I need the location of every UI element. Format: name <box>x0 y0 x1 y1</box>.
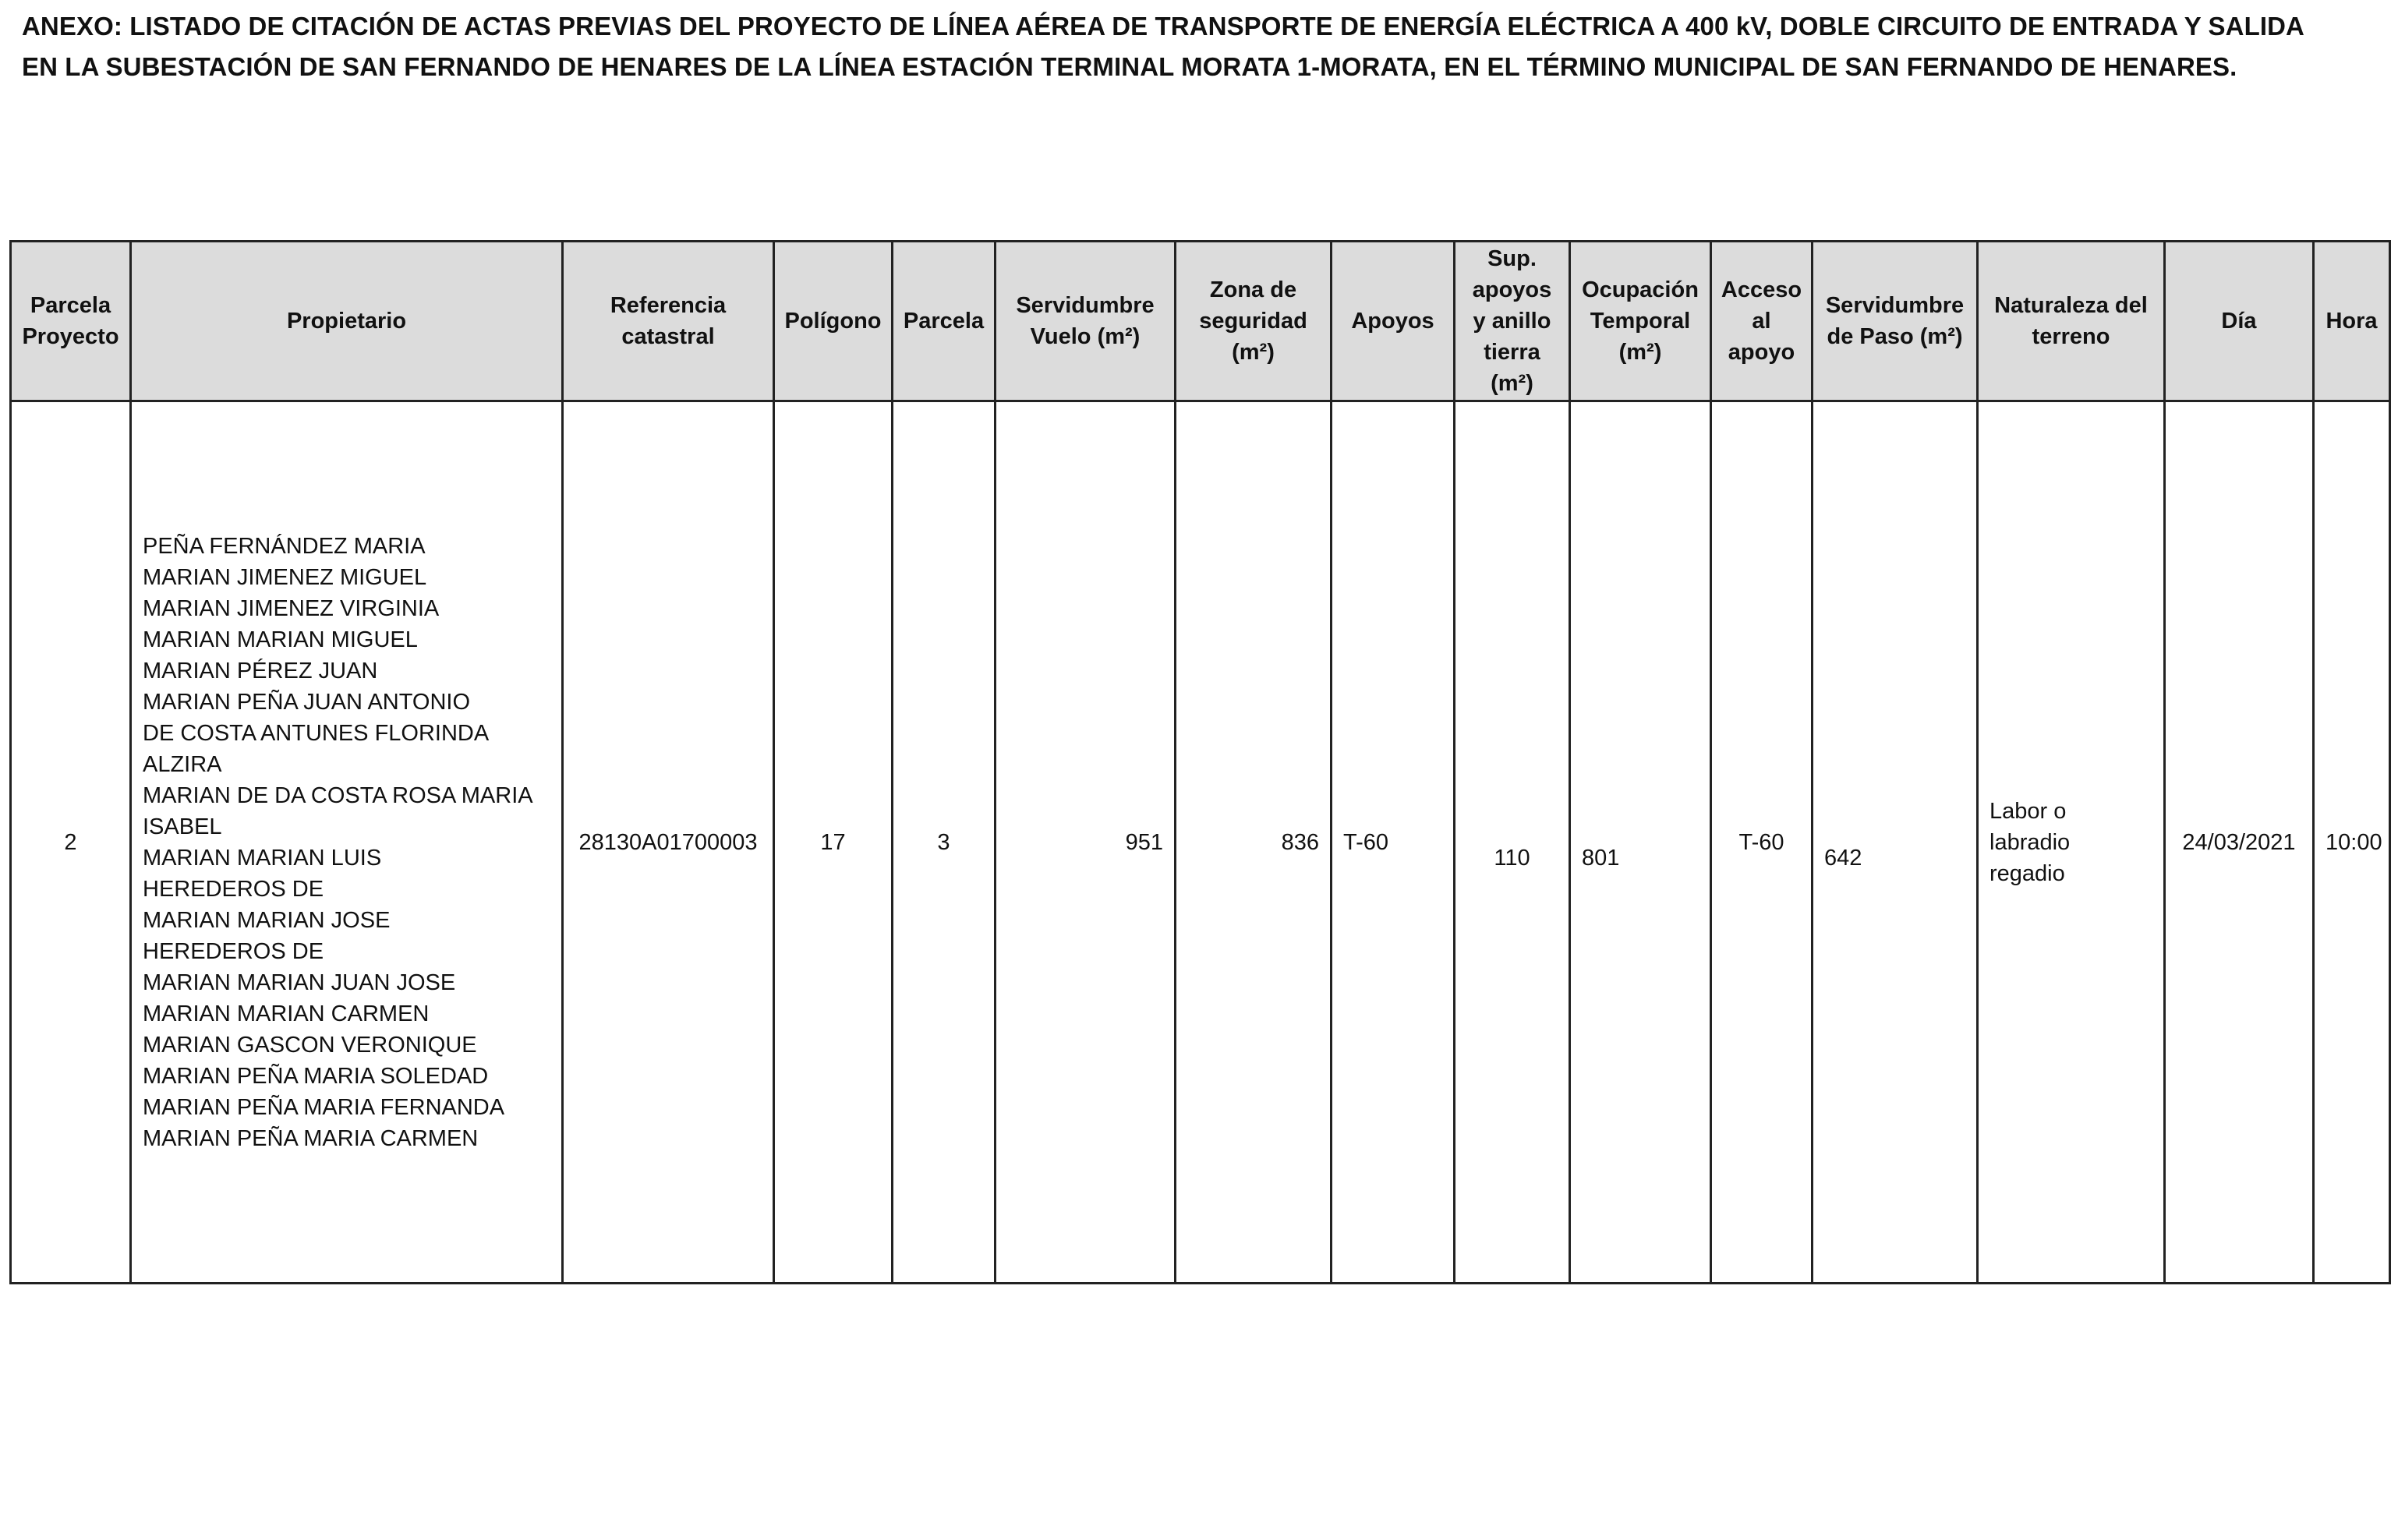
header-poligono <box>774 242 893 401</box>
cell-referencia-catastral: 28130A01700003 <box>563 401 774 1284</box>
cell-servidumbre-vuelo: 951 <box>996 401 1176 1284</box>
text-line: catastral <box>621 324 715 349</box>
text-line: MARIAN PEÑA MARIA SOLEDAD <box>143 1063 489 1089</box>
text-line: HEREDEROS DE <box>143 938 324 964</box>
text-line: Acceso <box>1721 277 1802 302</box>
text-line: seguridad <box>1199 309 1307 334</box>
text-line: apoyos <box>1472 277 1552 302</box>
text-line: Labor o <box>1989 798 2067 824</box>
text-line: Proyecto <box>22 324 119 349</box>
text-line: Referencia <box>610 293 727 318</box>
text-line: MARIAN PEÑA MARIA FERNANDA <box>143 1094 505 1120</box>
cell-zona-seguridad: 836 <box>1176 401 1332 1284</box>
text-line: MARIAN DE DA COSTA ROSA MARIA <box>143 782 533 808</box>
text-line: Polígono <box>784 309 882 334</box>
text-line: apoyo <box>1728 340 1795 365</box>
text-line: Servidumbre <box>1825 293 1965 318</box>
header-acceso-apoyo <box>1711 242 1813 401</box>
cell-naturaleza-terreno <box>1978 401 2165 1284</box>
header-zona-seguridad <box>1176 242 1332 401</box>
cell-dia: 24/03/2021 <box>2165 401 2314 1284</box>
header-propietario <box>131 242 563 401</box>
text-line: DE COSTA ANTUNES FLORINDA <box>143 720 490 746</box>
cell-ocupacion-temporal: 801 <box>1570 401 1711 1284</box>
cell-parcela-proyecto: 2 <box>11 401 131 1284</box>
cell-apoyos: T-60 <box>1332 401 1455 1284</box>
text-line: (m²) <box>1618 340 1662 365</box>
cell-servidumbre-paso: 642 <box>1813 401 1978 1284</box>
text-line: de Paso (m²) <box>1827 324 1963 349</box>
table-row <box>11 401 2390 1284</box>
annex-table <box>9 240 2391 1284</box>
header-dia <box>2165 242 2314 401</box>
cell-propietarios <box>131 401 563 1284</box>
header-parcela-proyecto <box>11 242 131 401</box>
text-line: Hora <box>2325 309 2378 334</box>
text-line: Zona de <box>1209 277 1297 302</box>
text-line: Servidumbre <box>1016 293 1155 318</box>
text-line: MARIAN MARIAN MIGUEL <box>143 627 418 652</box>
text-line: terreno <box>2032 324 2110 349</box>
text-line: regadio <box>1989 860 2065 886</box>
text-line: MARIAN MARIAN CARMEN <box>143 1001 430 1026</box>
text-line: HEREDEROS DE <box>143 876 324 902</box>
text-line: Sup. <box>1487 246 1537 271</box>
header-sup-apoyos <box>1455 242 1570 401</box>
header-ocupacion-temporal <box>1570 242 1711 401</box>
text-line: MARIAN JIMENEZ MIGUEL <box>143 564 427 590</box>
header-servidumbre-paso <box>1813 242 1978 401</box>
document-title: ANEXO: LISTADO DE CITACIÓN DE ACTAS PREVIAS DEL PROYECTO DE LÍNEA AÉREA DE TRANSPORTE DE ENERGÍA ELÉCTRICA A 400 kV, DOBLE CIRCUITO DE ENTRADA Y SALIDA EN LA SUBESTACIÓN DE SAN FERNANDO DE HENARES DE LA LÍNEA ESTACIÓN TERMINAL MORATA 1-MORATA, EN EL TÉRMINO MUNICIPAL DE SAN FERNANDO DE HENARES. <box>22 12 2304 81</box>
cell-hora: 10:00 <box>2314 401 2390 1284</box>
text-line: Vuelo (m²) <box>1030 324 1141 349</box>
text-line: Apoyos <box>1351 309 1434 334</box>
text-line: tierra <box>1484 340 1540 365</box>
text-line: labradio <box>1989 829 2071 855</box>
text-line: ISABEL <box>143 814 222 839</box>
text-line: (m²) <box>1232 340 1275 365</box>
text-line: PEÑA FERNÁNDEZ MARIA <box>143 533 426 559</box>
text-line: Naturaleza del <box>1994 293 2148 318</box>
header-parcela <box>893 242 996 401</box>
header-row <box>11 242 2390 401</box>
text-line: y anillo <box>1473 309 1551 334</box>
cell-acceso-apoyo: T-60 <box>1711 401 1813 1284</box>
text-line: MARIAN PÉREZ JUAN <box>143 658 378 683</box>
cell-poligono: 17 <box>774 401 893 1284</box>
text-line: MARIAN GASCON VERONIQUE <box>143 1032 477 1058</box>
header-servidumbre-vuelo <box>996 242 1176 401</box>
text-line: Parcela <box>30 293 111 318</box>
text-line: Día <box>2221 309 2257 334</box>
text-line: MARIAN PEÑA JUAN ANTONIO <box>143 689 471 715</box>
text-line: Parcela <box>903 309 985 334</box>
text-line: Propietario <box>286 309 407 334</box>
text-line: al <box>1752 309 1771 334</box>
text-line: Temporal <box>1590 309 1691 334</box>
text-line: MARIAN MARIAN JUAN JOSE <box>143 970 456 995</box>
cell-parcela: 3 <box>893 401 996 1284</box>
header-apoyos <box>1332 242 1455 401</box>
header-referencia-catastral <box>563 242 774 401</box>
header-naturaleza-terreno <box>1978 242 2165 401</box>
header-hora <box>2314 242 2390 401</box>
text-line: MARIAN JIMENEZ VIRGINIA <box>143 595 440 621</box>
text-line: MARIAN MARIAN LUIS <box>143 845 382 871</box>
text-line: (m²) <box>1491 371 1533 396</box>
text-line: MARIAN MARIAN JOSE <box>143 907 391 933</box>
cell-sup-apoyos: 110 <box>1455 401 1570 1284</box>
text-line: MARIAN PEÑA MARIA CARMEN <box>143 1125 479 1151</box>
text-line: ALZIRA <box>143 751 222 777</box>
text-line: Ocupación <box>1582 277 1699 302</box>
